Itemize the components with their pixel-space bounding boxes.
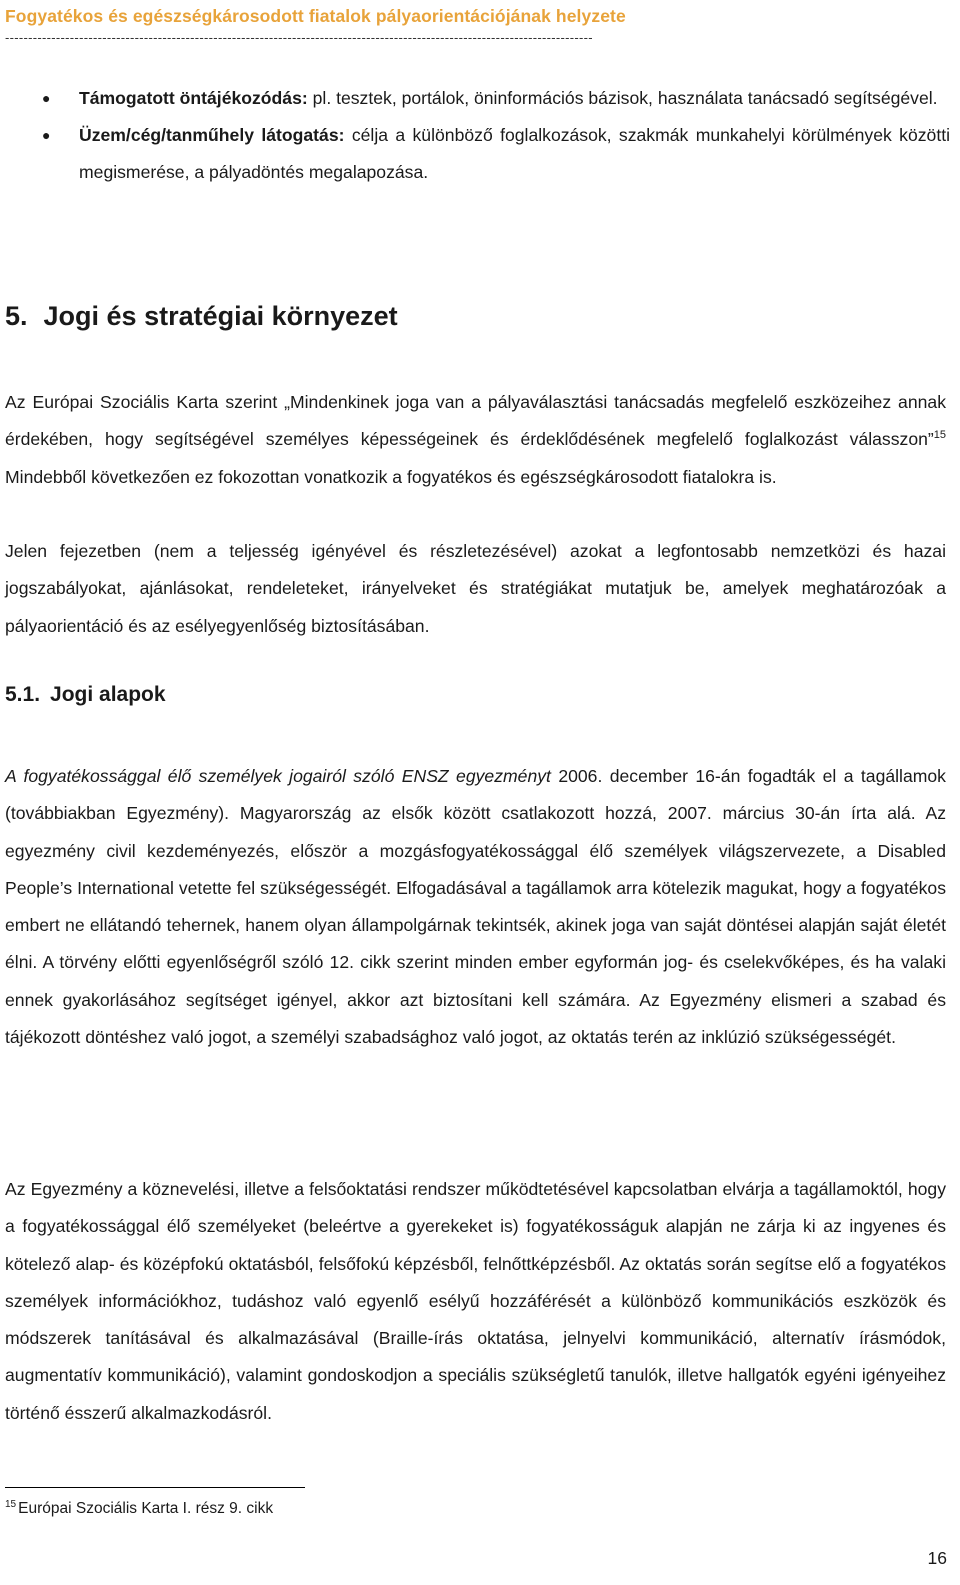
footnote-reference[interactable]: 15	[933, 429, 946, 442]
footnote-number: 15	[5, 1499, 17, 1510]
bullet-item	[0, 80, 950, 117]
paragraph-text: Az Európai Szociális Karta szerint „Mindenkinek joga van a pályaválasztási tanácsadás megfelelő eszközeihez annak érdekében, hogy segítségével személyes képességeinek és érdeklődésének megfelelő foglalkozást válasszon”	[5, 392, 946, 450]
convention-title: A fogyatékossággal élő személyek jogairól szóló ENSZ egyezményt	[5, 766, 551, 786]
paragraph-education: Az Egyezmény a köznevelési, illetve a felsőoktatási rendszer működtetésével kapcsolatban elvárja a tagállamoktól, hogy a fogyatékossággal élő személyeket (beleértve a gyerekeket is) fogyatékosságuk alapján ne zárja ki az ingyenes és kötelező alap- és középfokú oktatásból, felsőfokú képzésből, felnőttképzésből. Az oktatás során segítse elő a fogyatékos személyek információkhoz, tudáshoz való egyenlő esélyű hozzáférését a különböző kommunikációs eszközök és módszerek tanításával és alkalmazásával (Braille-írás oktatása, jelnyelvi kommunikáció, alternatív írásmódok, augmentatív kommunikáció), valamint gondoskodjon a speciális szükségletű tanulók, illetve hallgatók egyéni igényeihez történő ésszerű alkalmazkodásról.	[5, 1179, 946, 1423]
page-number: 16	[927, 1548, 947, 1568]
paragraph-social-charter	[5, 384, 946, 496]
section-number: 5.	[5, 301, 28, 331]
bullet-item	[0, 117, 950, 191]
footnote-text: Európai Szociális Karta I. rész 9. cikk	[18, 1500, 274, 1518]
bullet-term: Támogatott öntájékozódás:	[79, 88, 308, 108]
subsection-heading	[5, 683, 166, 707]
bullet-dot-icon: ●	[42, 127, 51, 143]
paragraph-text: Mindebből következően ez fokozottan vonatkozik a fogyatékos és egészségkárosodott fiatalokra is.	[5, 466, 777, 487]
header-title: Fogyatékos és egészségkárosodott fiatalok pályaorientációjának helyzete	[5, 6, 626, 26]
running-header	[5, 6, 955, 45]
paragraph-un-convention	[5, 758, 946, 1056]
section-title: Jogi és stratégiai környezet	[43, 301, 398, 331]
footnote	[5, 1499, 273, 1518]
bullet-term: Üzem/cég/tanműhely látogatás:	[79, 125, 345, 145]
paragraph-text: 2006. december 16-án fogadták el a tagállamok (továbbiakban Egyezmény). Magyarország az elsők között csatlakozott hozzá, 2007. március 30-án írta alá. Az egyezmény civil kezdeményezés, először a mozgásfogyatékossággal élő személyek világszervezete, a Disabled People’s International vetette fel szükségességét. Elfogadásával a tagállamok arra kötelezik magukat, hogy a fogyatékos embert ne ellátandó tehernek, hanem olyan állampolgárnak tekintsék, akinek joga van saját döntései alapján saját életét élni. A törvény előtti egyenlőségről szóló 12. cikk szerint minden ember egyformán jog- és cselekvőképes, és ha valaki ennek gyakorlásához segítséget igényel, akkor azt biztosítani kell számára. Az Egyezmény elismeri a szabad és tájékozott döntéshez való jogot, a személyi szabadsághoz való jogot, az oktatás terén az inklúzió szükségességét.	[5, 766, 946, 1048]
subsection-number: 5.1.	[5, 683, 41, 706]
bullet-list	[0, 80, 950, 191]
bullet-text: célja a különböző foglalkozások, szakmák munkahelyi körülmények közötti megismerése, a pályadöntés megalapozása.	[79, 125, 950, 182]
header-dashed-rule: -------------------------------------------------------------------------------------------------------------------------------	[5, 31, 593, 45]
bullet-dot-icon: ●	[42, 90, 51, 106]
paragraph-chapter-intro: Jelen fejezetben (nem a teljesség igényével és részletezésével) azokat a legfontosabb nemzetközi és hazai jogszabályokat, ajánlásokat, rendeleteket, irányelveket és stratégiákat mutatjuk be, amelyek meghatározóak a pályaorientáció és az esélyegyenlőség biztosításában.	[5, 541, 946, 636]
footnote-divider	[5, 1487, 305, 1488]
bullet-text: pl. tesztek, portálok, öninformációs bázisok, használata tanácsadó segítségével.	[307, 88, 938, 108]
subsection-title: Jogi alapok	[50, 683, 166, 706]
section-heading	[5, 301, 398, 332]
